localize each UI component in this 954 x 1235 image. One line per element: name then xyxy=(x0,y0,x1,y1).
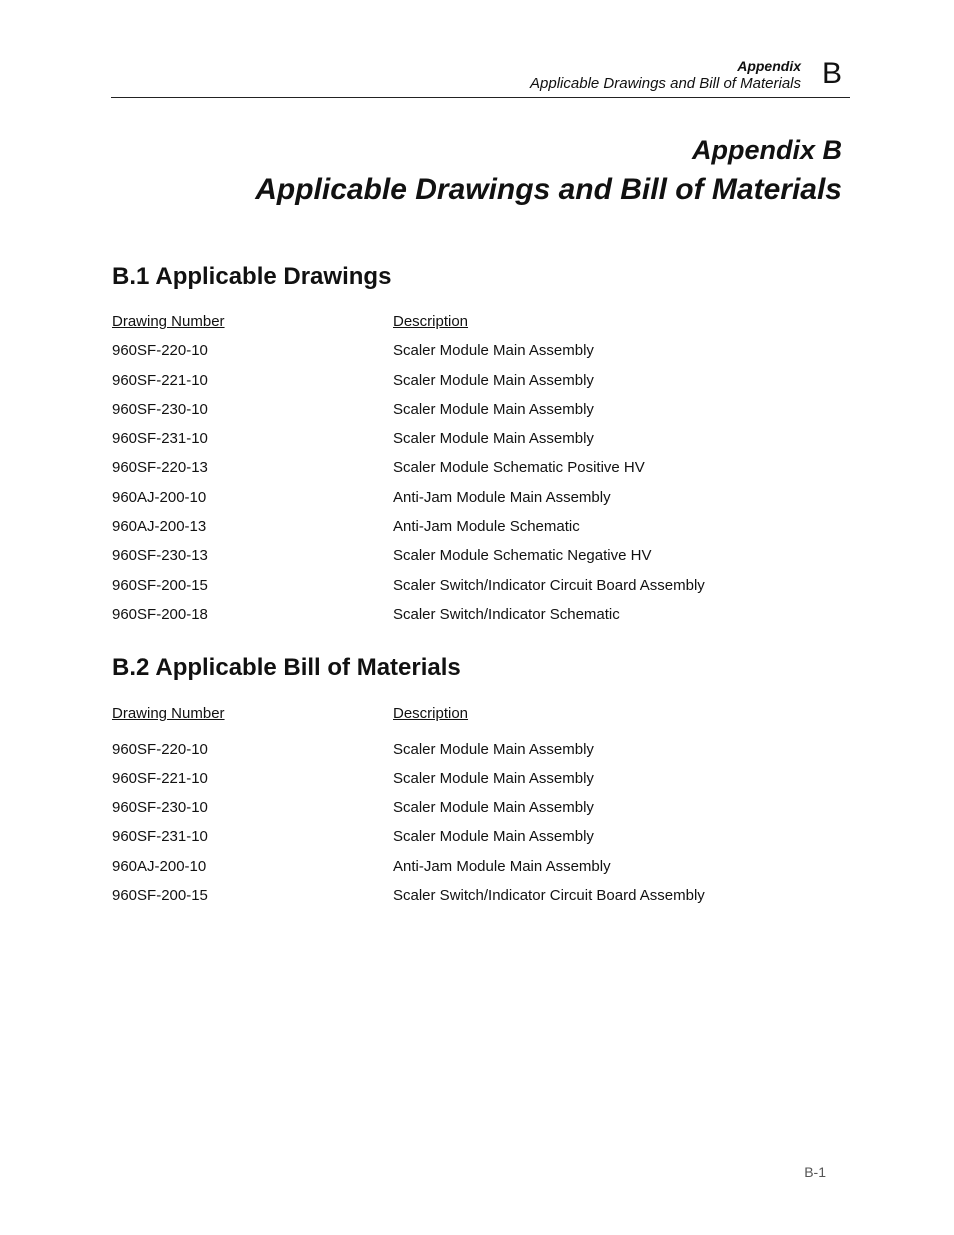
table-row xyxy=(112,517,852,546)
table-row xyxy=(112,429,852,458)
column-header-drawing-number: Drawing Number xyxy=(112,705,225,722)
drawing-description: Scaler Module Main Assembly xyxy=(393,371,594,389)
chapter-title-label: Appendix B xyxy=(691,135,842,165)
table-row xyxy=(112,488,852,517)
table-row xyxy=(112,769,852,798)
drawings-table xyxy=(112,312,852,634)
section-number: B.2 xyxy=(112,654,150,681)
running-header xyxy=(111,56,850,98)
table-header-row xyxy=(112,704,852,740)
table-row xyxy=(112,798,852,827)
drawing-number: 960SF-220-10 xyxy=(112,740,208,758)
running-header-title: Appendix xyxy=(737,58,801,74)
table-row xyxy=(112,371,852,400)
drawing-number: 960AJ-200-10 xyxy=(112,488,207,506)
drawing-number: 960SF-220-13 xyxy=(112,459,208,477)
drawing-number: 960AJ-200-13 xyxy=(112,518,207,536)
section-number: B.1 xyxy=(112,263,150,290)
drawing-number: 960SF-230-10 xyxy=(112,799,208,817)
table-row xyxy=(112,546,852,575)
running-header-text xyxy=(530,57,801,93)
drawing-description: Scaler Module Main Assembly xyxy=(393,740,594,758)
drawing-number: 960SF-200-15 xyxy=(112,886,208,904)
drawing-description: Scaler Switch/Indicator Circuit Board Assembly xyxy=(393,886,705,904)
table-row xyxy=(112,857,852,886)
drawing-number: 960SF-200-15 xyxy=(112,576,208,594)
page-number: B-1 xyxy=(804,1164,826,1180)
drawing-description: Scaler Module Schematic Positive HV xyxy=(393,459,645,477)
drawing-description: Scaler Module Main Assembly xyxy=(393,400,594,418)
bill-of-materials-table xyxy=(112,704,852,915)
appendix-letter: B xyxy=(821,57,842,90)
section-title: Applicable Drawings xyxy=(155,263,392,290)
drawing-description: Scaler Module Main Assembly xyxy=(393,769,594,787)
drawing-number: 960SF-231-10 xyxy=(112,828,208,846)
drawing-description: Scaler Module Main Assembly xyxy=(393,342,594,360)
drawing-description: Scaler Module Schematic Negative HV xyxy=(393,547,652,565)
table-row xyxy=(112,827,852,856)
table-row xyxy=(112,400,852,429)
drawing-description: Anti-Jam Module Main Assembly xyxy=(393,488,611,506)
drawing-number: 960SF-231-10 xyxy=(112,430,208,448)
chapter-title-main: Applicable Drawings and Bill of Materials xyxy=(255,173,842,206)
column-header-description: Description xyxy=(393,313,469,330)
drawing-description: Scaler Module Main Assembly xyxy=(393,430,594,448)
running-header-subtitle: Applicable Drawings and Bill of Materials xyxy=(530,75,801,92)
drawing-description: Scaler Module Main Assembly xyxy=(393,799,594,817)
drawing-number: 960SF-221-10 xyxy=(112,371,208,389)
drawing-number: 960SF-220-10 xyxy=(112,342,208,360)
drawing-description: Scaler Module Main Assembly xyxy=(393,828,594,846)
drawing-number: 960SF-230-10 xyxy=(112,400,208,418)
column-header-drawing-number: Drawing Number xyxy=(112,313,225,330)
section-heading-bill-of-materials xyxy=(112,653,461,683)
table-row xyxy=(112,740,852,769)
table-header-row xyxy=(112,312,852,341)
table-row xyxy=(112,605,852,634)
table-row xyxy=(112,576,852,605)
drawing-description: Scaler Switch/Indicator Schematic xyxy=(393,605,620,623)
section-title: Applicable Bill of Materials xyxy=(155,654,461,681)
drawing-number: 960AJ-200-10 xyxy=(112,857,207,875)
drawing-description: Anti-Jam Module Schematic xyxy=(393,518,580,536)
drawing-number: 960SF-200-18 xyxy=(112,605,208,623)
section-heading-drawings xyxy=(112,262,391,292)
table-row xyxy=(112,458,852,487)
drawing-description: Scaler Switch/Indicator Circuit Board Assembly xyxy=(393,576,705,594)
drawing-number: 960SF-221-10 xyxy=(112,769,208,787)
table-row xyxy=(112,341,852,370)
column-header-description: Description xyxy=(393,705,469,722)
drawing-number: 960SF-230-13 xyxy=(112,547,208,565)
table-row xyxy=(112,886,852,915)
drawing-description: Anti-Jam Module Main Assembly xyxy=(393,857,611,875)
chapter-title xyxy=(255,132,842,212)
